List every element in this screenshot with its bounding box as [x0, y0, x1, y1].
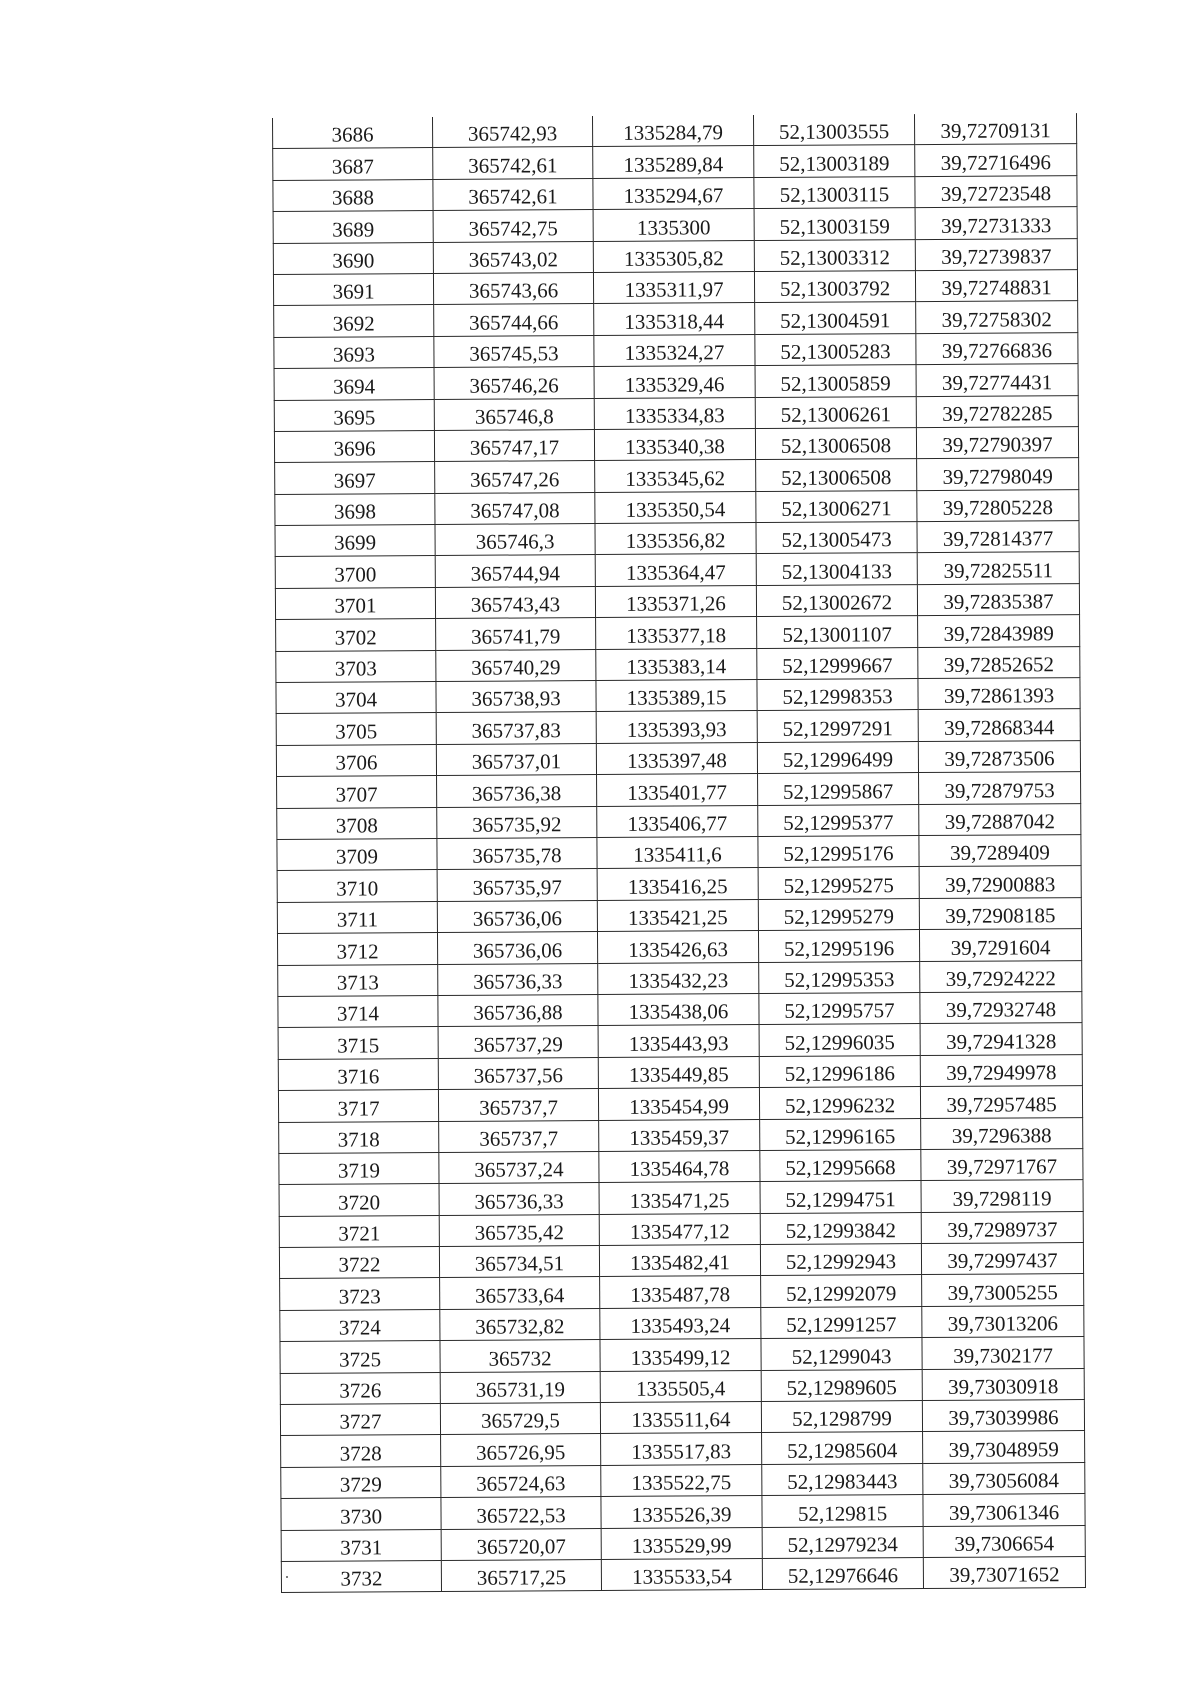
- point-number-cell: 3686: [273, 117, 433, 149]
- latitude-cell: 52,13005859: [755, 365, 916, 397]
- latitude-cell: 52,12995377: [758, 804, 919, 836]
- point-number-cell: 3688: [273, 179, 433, 211]
- y-coordinate-cell: 1335493,24: [600, 1307, 761, 1339]
- y-coordinate-cell: 1335294,67: [593, 177, 754, 209]
- table-row: [276, 740, 1080, 776]
- table-row: [277, 803, 1081, 839]
- latitude-cell: 52,12996035: [759, 1024, 920, 1056]
- x-coordinate-cell: 365746,8: [434, 398, 594, 430]
- y-coordinate-cell: 1335350,54: [595, 491, 756, 523]
- point-number-cell: 3706: [276, 744, 436, 776]
- table-row: [274, 301, 1078, 337]
- x-coordinate-cell: 365717,25: [441, 1559, 601, 1591]
- point-number-cell: 3687: [273, 148, 433, 180]
- latitude-cell: 52,12995867: [758, 773, 919, 805]
- x-coordinate-cell: 365742,61: [433, 147, 593, 179]
- x-coordinate-cell: 365737,56: [438, 1057, 598, 1089]
- y-coordinate-cell: 1335432,23: [598, 962, 759, 994]
- longitude-cell: 39,72782285: [916, 395, 1078, 427]
- point-number-cell: 3722: [279, 1247, 439, 1279]
- point-number-cell: 3690: [273, 242, 433, 274]
- scan-speck: [286, 1576, 288, 1578]
- point-number-cell: 3731: [281, 1529, 441, 1561]
- longitude-cell: 39,72825511: [917, 552, 1079, 584]
- y-coordinate-cell: 1335443,93: [598, 1025, 759, 1057]
- longitude-cell: 39,72790397: [916, 426, 1078, 458]
- longitude-cell: 39,73048959: [923, 1431, 1085, 1463]
- point-number-cell: 3729: [281, 1466, 441, 1498]
- table-row: [273, 270, 1077, 306]
- longitude-cell: 39,72861393: [918, 678, 1080, 710]
- latitude-cell: 52,13003189: [754, 145, 915, 177]
- longitude-cell: 39,72716496: [915, 144, 1077, 176]
- y-coordinate-cell: 1335393,93: [596, 711, 757, 743]
- longitude-cell: 39,72731333: [915, 207, 1077, 239]
- x-coordinate-cell: 365746,3: [435, 524, 595, 556]
- point-number-cell: 3695: [274, 399, 434, 431]
- longitude-cell: 39,72957485: [920, 1086, 1082, 1118]
- longitude-cell: 39,7302177: [922, 1337, 1084, 1369]
- longitude-cell: 39,72748831: [915, 270, 1077, 302]
- latitude-cell: 52,13005283: [755, 333, 916, 365]
- latitude-cell: 52,12995275: [758, 867, 919, 899]
- y-coordinate-cell: 1335416,25: [597, 868, 758, 900]
- longitude-cell: 39,72709131: [914, 113, 1076, 145]
- longitude-cell: 39,72758302: [916, 301, 1078, 333]
- x-coordinate-cell: 365743,02: [433, 241, 593, 273]
- x-coordinate-cell: 365737,7: [438, 1089, 598, 1121]
- x-coordinate-cell: 365722,53: [441, 1497, 601, 1529]
- point-number-cell: 3726: [280, 1372, 440, 1404]
- table-row: [275, 521, 1079, 557]
- table-row: [273, 207, 1077, 243]
- longitude-cell: 39,73061346: [923, 1494, 1085, 1526]
- point-number-cell: 3712: [277, 933, 437, 965]
- latitude-cell: 52,12992943: [760, 1244, 921, 1276]
- y-coordinate-cell: 1335311,97: [593, 272, 754, 304]
- point-number-cell: 3702: [276, 619, 436, 651]
- table-row: [278, 1023, 1082, 1059]
- x-coordinate-cell: 365743,43: [435, 586, 595, 618]
- table-row: [281, 1431, 1085, 1467]
- longitude-cell: 39,72843989: [918, 615, 1080, 647]
- y-coordinate-cell: 1335389,15: [596, 680, 757, 712]
- point-number-cell: 3689: [273, 211, 433, 243]
- y-coordinate-cell: 1335426,63: [597, 931, 758, 963]
- latitude-cell: 52,13004133: [756, 553, 917, 585]
- point-number-cell: 3692: [274, 305, 434, 337]
- y-coordinate-cell: 1335526,39: [601, 1496, 762, 1528]
- x-coordinate-cell: 365736,06: [437, 900, 597, 932]
- table-row: [279, 1243, 1083, 1279]
- point-number-cell: 3699: [275, 525, 435, 557]
- latitude-cell: 52,12995279: [758, 898, 919, 930]
- y-coordinate-cell: 1335383,14: [596, 648, 757, 680]
- latitude-cell: 52,13005473: [756, 522, 917, 554]
- longitude-cell: 39,72908185: [919, 897, 1081, 929]
- point-number-cell: 3705: [276, 713, 436, 745]
- x-coordinate-cell: 365732: [440, 1340, 600, 1372]
- x-coordinate-cell: 365733,64: [440, 1277, 600, 1309]
- x-coordinate-cell: 365736,06: [437, 932, 597, 964]
- x-coordinate-cell: 365740,29: [436, 649, 596, 681]
- x-coordinate-cell: 365736,33: [439, 1183, 599, 1215]
- point-number-cell: 3694: [274, 368, 434, 400]
- longitude-cell: 39,73030918: [922, 1368, 1084, 1400]
- latitude-cell: 52,12999667: [757, 647, 918, 679]
- latitude-cell: 52,12985604: [762, 1432, 923, 1464]
- longitude-cell: 39,7291604: [919, 929, 1081, 961]
- latitude-cell: 52,12991257: [761, 1306, 922, 1338]
- point-number-cell: 3720: [279, 1184, 439, 1216]
- x-coordinate-cell: 365747,08: [435, 492, 595, 524]
- longitude-cell: 39,72997437: [921, 1243, 1083, 1275]
- table-row: [277, 835, 1081, 871]
- table-row: [277, 866, 1081, 902]
- x-coordinate-cell: 365742,61: [433, 178, 593, 210]
- point-number-cell: 3732: [281, 1560, 441, 1592]
- point-number-cell: 3717: [278, 1090, 438, 1122]
- x-coordinate-cell: 365720,07: [441, 1528, 601, 1560]
- y-coordinate-cell: 1335340,38: [594, 428, 755, 460]
- longitude-cell: 39,72868344: [918, 709, 1080, 741]
- longitude-cell: 39,72949978: [920, 1054, 1082, 1086]
- y-coordinate-cell: 1335411,6: [597, 837, 758, 869]
- latitude-cell: 52,12979234: [762, 1526, 923, 1558]
- x-coordinate-cell: 365737,01: [436, 743, 596, 775]
- table-row: [275, 552, 1079, 588]
- point-number-cell: 3701: [275, 587, 435, 619]
- longitude-cell: 39,72774431: [916, 364, 1078, 396]
- table-row: [279, 1180, 1083, 1216]
- latitude-cell: 52,13003159: [754, 208, 915, 240]
- latitude-cell: 52,12997291: [757, 710, 918, 742]
- latitude-cell: 52,13003555: [753, 114, 914, 146]
- x-coordinate-cell: 365731,19: [440, 1371, 600, 1403]
- x-coordinate-cell: 365737,83: [436, 712, 596, 744]
- table-row: [276, 615, 1080, 651]
- x-coordinate-cell: 365736,88: [438, 994, 598, 1026]
- y-coordinate-cell: 1335421,25: [597, 899, 758, 931]
- point-number-cell: 3691: [273, 273, 433, 305]
- y-coordinate-cell: 1335397,48: [596, 742, 757, 774]
- point-number-cell: 3721: [279, 1215, 439, 1247]
- latitude-cell: 52,12994751: [760, 1181, 921, 1213]
- point-number-cell: 3693: [274, 336, 434, 368]
- point-number-cell: 3703: [276, 650, 436, 682]
- x-coordinate-cell: 365737,24: [439, 1151, 599, 1183]
- longitude-cell: 39,72739837: [915, 238, 1077, 270]
- latitude-cell: 52,12995757: [759, 992, 920, 1024]
- longitude-cell: 39,73071652: [923, 1557, 1085, 1589]
- y-coordinate-cell: 1335449,85: [598, 1056, 759, 1088]
- x-coordinate-cell: 365736,33: [438, 963, 598, 995]
- latitude-cell: 52,13006261: [755, 396, 916, 428]
- point-number-cell: 3724: [280, 1309, 440, 1341]
- x-coordinate-cell: 365744,66: [434, 304, 594, 336]
- latitude-cell: 52,13003312: [754, 239, 915, 271]
- y-coordinate-cell: 1335406,77: [597, 805, 758, 837]
- y-coordinate-cell: 1335505,4: [600, 1370, 761, 1402]
- latitude-cell: 52,13006508: [756, 459, 917, 491]
- point-number-cell: 3725: [280, 1341, 440, 1373]
- y-coordinate-cell: 1335522,75: [601, 1464, 762, 1496]
- x-coordinate-cell: 365738,93: [436, 681, 596, 713]
- x-coordinate-cell: 365745,53: [434, 335, 594, 367]
- latitude-cell: 52,1298799: [761, 1401, 922, 1433]
- point-number-cell: 3718: [279, 1121, 439, 1153]
- x-coordinate-cell: 365744,94: [435, 555, 595, 587]
- x-coordinate-cell: 365742,75: [433, 210, 593, 242]
- y-coordinate-cell: 1335318,44: [594, 303, 755, 335]
- point-number-cell: 3715: [278, 1027, 438, 1059]
- y-coordinate-cell: 1335401,77: [597, 774, 758, 806]
- x-coordinate-cell: 365736,38: [437, 775, 597, 807]
- point-number-cell: 3709: [277, 838, 437, 870]
- y-coordinate-cell: 1335499,12: [600, 1339, 761, 1371]
- table-row: [274, 364, 1078, 400]
- table-row: [273, 238, 1077, 274]
- y-coordinate-cell: 1335284,79: [592, 115, 753, 147]
- point-number-cell: 3728: [281, 1435, 441, 1467]
- longitude-cell: 39,72852652: [918, 646, 1080, 678]
- y-coordinate-cell: 1335511,64: [600, 1402, 761, 1434]
- x-coordinate-cell: 365741,79: [436, 618, 596, 650]
- longitude-cell: 39,73013206: [922, 1305, 1084, 1337]
- table-row: [278, 992, 1082, 1028]
- table-row: [277, 897, 1081, 933]
- table-row: [280, 1368, 1084, 1404]
- latitude-cell: 52,12996499: [757, 741, 918, 773]
- latitude-cell: 52,13006271: [756, 490, 917, 522]
- point-number-cell: 3704: [276, 682, 436, 714]
- latitude-cell: 52,13003792: [754, 271, 915, 303]
- y-coordinate-cell: 1335454,99: [598, 1088, 759, 1120]
- x-coordinate-cell: 365735,78: [437, 838, 597, 870]
- latitude-cell: 52,12996165: [760, 1118, 921, 1150]
- latitude-cell: 52,12995668: [760, 1149, 921, 1181]
- longitude-cell: 39,72835387: [917, 583, 1079, 615]
- latitude-cell: 52,12976646: [762, 1558, 923, 1590]
- point-number-cell: 3698: [275, 493, 435, 525]
- latitude-cell: 52,12995353: [759, 961, 920, 993]
- latitude-cell: 52,12995196: [758, 930, 919, 962]
- y-coordinate-cell: 1335487,78: [600, 1276, 761, 1308]
- table-row: [280, 1337, 1084, 1373]
- latitude-cell: 52,12996232: [759, 1087, 920, 1119]
- longitude-cell: 39,73039986: [922, 1400, 1084, 1432]
- table-row: [279, 1211, 1083, 1247]
- table-row: [278, 1086, 1082, 1122]
- longitude-cell: 39,73005255: [922, 1274, 1084, 1306]
- longitude-cell: 39,72798049: [917, 458, 1079, 490]
- table-row: [280, 1274, 1084, 1310]
- longitude-cell: 39,7289409: [919, 835, 1081, 867]
- y-coordinate-cell: 1335324,27: [594, 334, 755, 366]
- y-coordinate-cell: 1335459,37: [599, 1119, 760, 1151]
- table-row: [274, 395, 1078, 431]
- table-row: [278, 1054, 1082, 1090]
- x-coordinate-cell: 365737,29: [438, 1026, 598, 1058]
- longitude-cell: 39,72989737: [921, 1211, 1083, 1243]
- y-coordinate-cell: 1335371,26: [595, 585, 756, 617]
- x-coordinate-cell: 365743,66: [433, 272, 593, 304]
- y-coordinate-cell: 1335356,82: [595, 523, 756, 555]
- longitude-cell: 39,72723548: [915, 175, 1077, 207]
- longitude-cell: 39,7296388: [921, 1117, 1083, 1149]
- y-coordinate-cell: 1335300: [593, 209, 754, 241]
- longitude-cell: 39,72887042: [919, 803, 1081, 835]
- table-row: [280, 1400, 1084, 1436]
- y-coordinate-cell: 1335305,82: [593, 240, 754, 272]
- point-number-cell: 3700: [275, 556, 435, 588]
- latitude-cell: 52,13004591: [755, 302, 916, 334]
- longitude-cell: 39,72971767: [921, 1148, 1083, 1180]
- longitude-cell: 39,72814377: [917, 521, 1079, 553]
- point-number-cell: 3719: [279, 1152, 439, 1184]
- latitude-cell: 52,12995176: [758, 836, 919, 868]
- latitude-cell: 52,13003115: [754, 176, 915, 208]
- point-number-cell: 3711: [277, 901, 437, 933]
- longitude-cell: 39,72932748: [920, 992, 1082, 1024]
- y-coordinate-cell: 1335289,84: [593, 146, 754, 178]
- point-number-cell: 3708: [277, 807, 437, 839]
- latitude-cell: 52,13002672: [756, 584, 917, 616]
- table-row: [279, 1148, 1083, 1184]
- x-coordinate-cell: 365735,42: [439, 1214, 599, 1246]
- longitude-cell: 39,7298119: [921, 1180, 1083, 1212]
- table-row: [281, 1525, 1085, 1561]
- x-coordinate-cell: 365735,92: [437, 806, 597, 838]
- longitude-cell: 39,7306654: [923, 1525, 1085, 1557]
- longitude-cell: 39,72900883: [919, 866, 1081, 898]
- point-number-cell: 3716: [278, 1058, 438, 1090]
- table-row: [273, 144, 1077, 180]
- table-row: [281, 1557, 1085, 1593]
- table-row: [281, 1462, 1085, 1498]
- x-coordinate-cell: 365747,17: [434, 429, 594, 461]
- point-number-cell: 3710: [277, 870, 437, 902]
- table-row: [274, 426, 1078, 462]
- x-coordinate-cell: 365724,63: [441, 1465, 601, 1497]
- latitude-cell: 52,12996186: [759, 1055, 920, 1087]
- y-coordinate-cell: 1335464,78: [599, 1150, 760, 1182]
- x-coordinate-cell: 365746,26: [434, 367, 594, 399]
- latitude-cell: 52,13006508: [755, 427, 916, 459]
- latitude-cell: 52,12992079: [761, 1275, 922, 1307]
- point-number-cell: 3730: [281, 1498, 441, 1530]
- table-row: [275, 583, 1079, 619]
- table-row: [276, 646, 1080, 682]
- latitude-cell: 52,13001107: [757, 616, 918, 648]
- table-row: [275, 489, 1079, 525]
- point-number-cell: 3696: [274, 430, 434, 462]
- x-coordinate-cell: 365735,97: [437, 869, 597, 901]
- point-number-cell: 3723: [280, 1278, 440, 1310]
- point-number-cell: 3714: [278, 995, 438, 1027]
- latitude-cell: 52,12983443: [762, 1463, 923, 1495]
- longitude-cell: 39,72873506: [918, 740, 1080, 772]
- x-coordinate-cell: 365737,7: [439, 1120, 599, 1152]
- y-coordinate-cell: 1335364,47: [595, 554, 756, 586]
- table-row: [277, 772, 1081, 808]
- y-coordinate-cell: 1335477,12: [599, 1213, 760, 1245]
- x-coordinate-cell: 365726,95: [441, 1434, 601, 1466]
- y-coordinate-cell: 1335334,83: [594, 397, 755, 429]
- y-coordinate-cell: 1335517,83: [601, 1433, 762, 1465]
- point-number-cell: 3727: [280, 1404, 440, 1436]
- latitude-cell: 52,12998353: [757, 679, 918, 711]
- coordinates-table-body: [273, 113, 1086, 1593]
- y-coordinate-cell: 1335329,46: [594, 366, 755, 398]
- longitude-cell: 39,72766836: [916, 332, 1078, 364]
- table-row: [276, 678, 1080, 714]
- coordinates-table: [272, 113, 1086, 1593]
- y-coordinate-cell: 1335471,25: [599, 1182, 760, 1214]
- table-row: [279, 1117, 1083, 1153]
- x-coordinate-cell: 365729,5: [440, 1403, 600, 1435]
- point-number-cell: 3707: [277, 776, 437, 808]
- x-coordinate-cell: 365734,51: [439, 1246, 599, 1278]
- table-row: [281, 1494, 1085, 1530]
- latitude-cell: 52,129815: [762, 1495, 923, 1527]
- table-row: [273, 113, 1077, 149]
- longitude-cell: 39,72805228: [917, 489, 1079, 521]
- y-coordinate-cell: 1335438,06: [598, 993, 759, 1025]
- y-coordinate-cell: 1335377,18: [596, 617, 757, 649]
- latitude-cell: 52,1299043: [761, 1338, 922, 1370]
- point-number-cell: 3713: [278, 964, 438, 996]
- y-coordinate-cell: 1335533,54: [601, 1559, 762, 1591]
- table-row: [276, 709, 1080, 745]
- longitude-cell: 39,72941328: [920, 1023, 1082, 1055]
- point-number-cell: 3697: [275, 462, 435, 494]
- table-row: [277, 929, 1081, 965]
- table-row: [280, 1305, 1084, 1341]
- longitude-cell: 39,72924222: [920, 960, 1082, 992]
- latitude-cell: 52,12993842: [760, 1212, 921, 1244]
- longitude-cell: 39,72879753: [919, 772, 1081, 804]
- latitude-cell: 52,12989605: [761, 1369, 922, 1401]
- x-coordinate-cell: 365747,26: [435, 461, 595, 493]
- table-row: [275, 458, 1079, 494]
- table-row: [273, 175, 1077, 211]
- table-row: [278, 960, 1082, 996]
- y-coordinate-cell: 1335482,41: [599, 1245, 760, 1277]
- x-coordinate-cell: 365742,93: [432, 116, 592, 148]
- x-coordinate-cell: 365732,82: [440, 1308, 600, 1340]
- longitude-cell: 39,73056084: [923, 1462, 1085, 1494]
- y-coordinate-cell: 1335345,62: [595, 460, 756, 492]
- y-coordinate-cell: 1335529,99: [601, 1527, 762, 1559]
- table-row: [274, 332, 1078, 368]
